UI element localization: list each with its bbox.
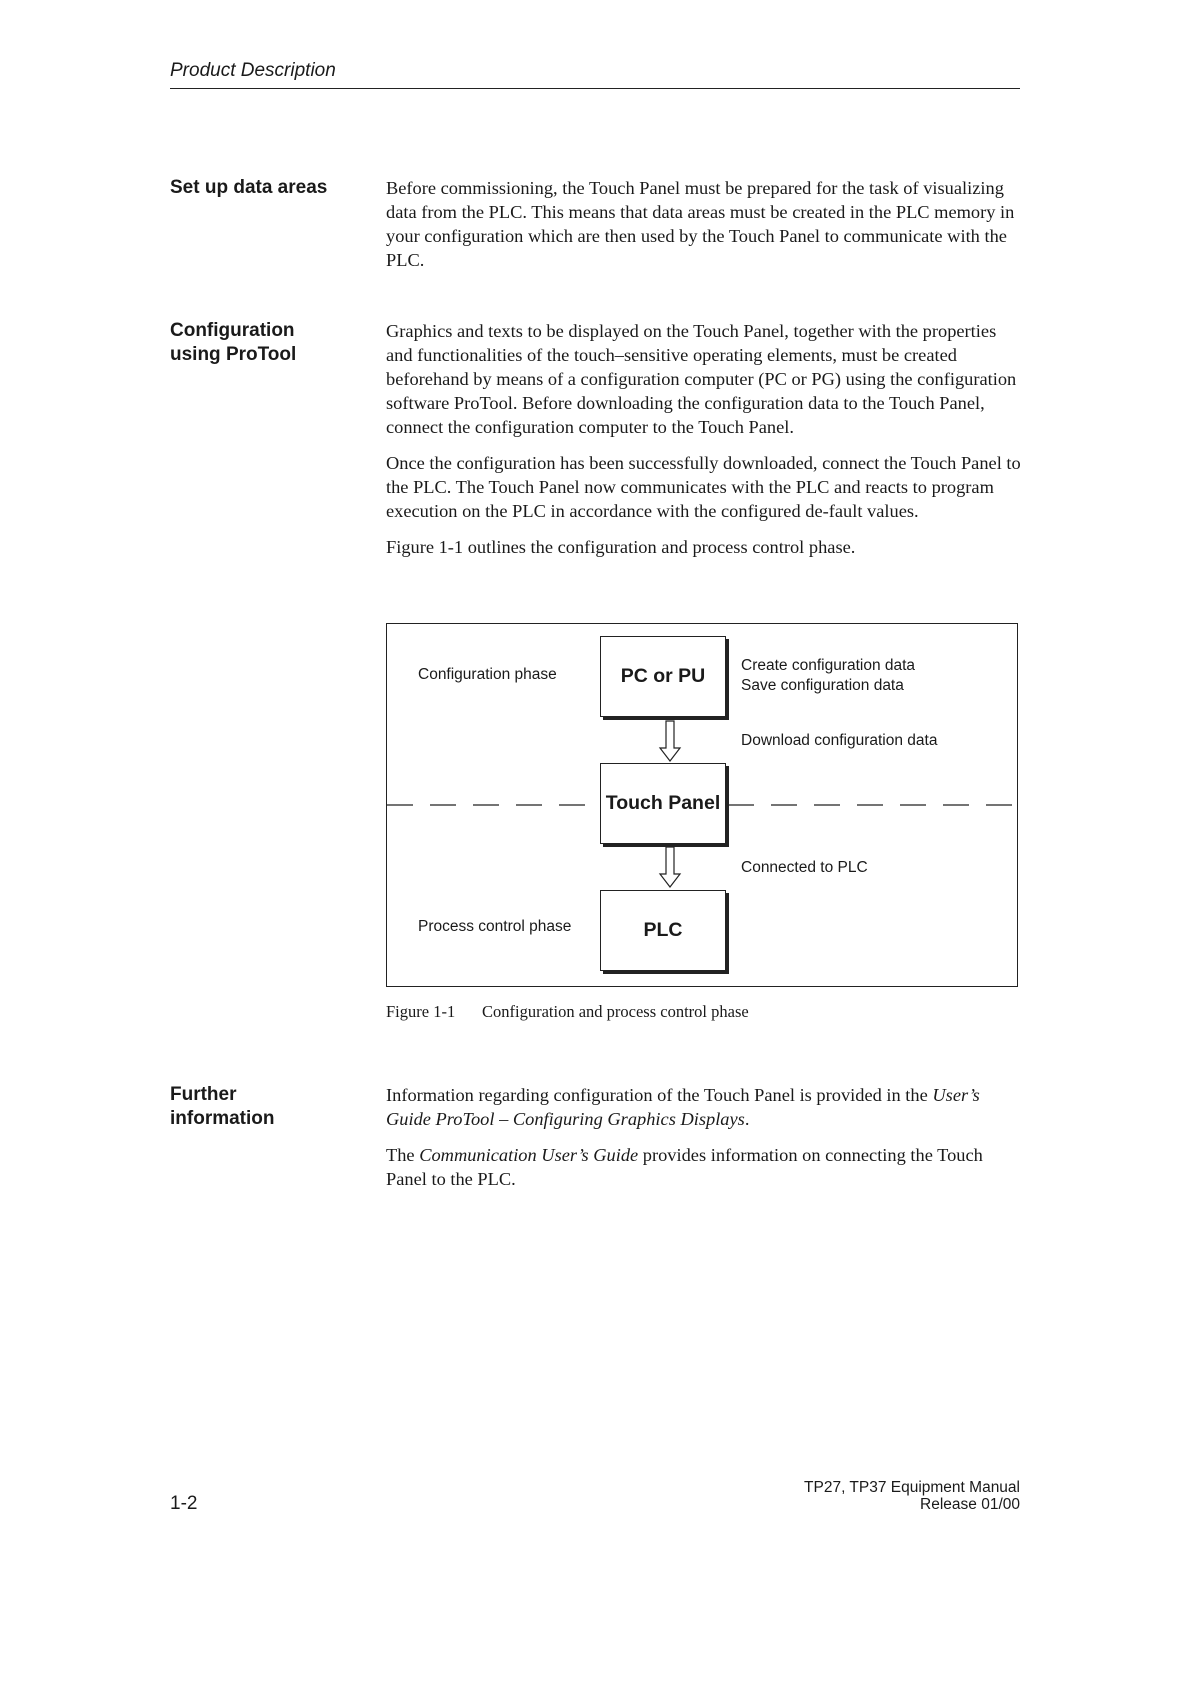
note-save-config: Save configuration data	[741, 677, 904, 694]
side-heading-line: using ProTool	[170, 344, 297, 365]
box-plc: PLC	[600, 890, 726, 971]
body-further-info	[386, 1083, 1026, 1203]
caption-number: Figure 1-1	[386, 1002, 456, 1021]
figure-caption	[386, 1002, 749, 1022]
paragraph: Once the configuration has been successfully downloaded, connect the Touch Panel to the PLC. The Touch Panel now communicates with the PLC and reacts to program execution on the PLC in accordance with the configured de-fault values.	[386, 453, 1021, 521]
paragraph: Before commissioning, the Touch Panel must be prepared for the task of visualizing data from the PLC. This means that data areas must be created in the PLC memory in your configuration which are then used by the Touch Panel to communicate with the PLC.	[386, 178, 1015, 270]
paragraph: Graphics and texts to be displayed on the Touch Panel, together with the properties and functionalities of the touch–sensitive operating elements, must be created beforehand by means of a configuration computer (PC or PG) using the configuration software ProTool. Before downloading the configuration data to the Touch Panel, connect the configuration computer to the Touch Panel.	[386, 321, 1017, 437]
note-connected-plc: Connected to PLC	[741, 859, 868, 876]
down-arrow-icon	[660, 847, 680, 887]
text-run: The	[386, 1145, 420, 1165]
side-heading-configuration	[170, 319, 370, 367]
header-rule	[170, 88, 1020, 89]
box-pc-or-pu: PC or PU	[600, 636, 726, 717]
paragraph	[386, 1083, 1026, 1131]
config-phase-label: Configuration phase	[418, 666, 557, 683]
release-label: Release 01/00	[920, 1496, 1020, 1513]
figure-config-process	[386, 623, 1018, 987]
page-number: 1-2	[170, 1493, 198, 1514]
doc-title-reference: User’s Guide ProTool – Configuring Graphics Displays	[386, 1085, 980, 1129]
body-configuration	[386, 319, 1026, 571]
running-header: Product Description	[170, 60, 336, 81]
side-heading-line: information	[170, 1108, 275, 1129]
paragraph	[386, 1143, 1026, 1191]
body-data-areas	[386, 176, 1026, 284]
text-run: .	[744, 1109, 750, 1129]
note-download-config: Download configuration data	[741, 732, 938, 749]
side-heading-data-areas: Set up data areas	[170, 177, 328, 198]
box-touch-panel: Touch Panel	[600, 763, 726, 844]
paragraph: Figure 1-1 outlines the configuration and process control phase.	[386, 537, 856, 557]
text-run: provides information on connecting the Touch Panel to the PLC.	[386, 1145, 983, 1189]
note-create-config: Create configuration data	[741, 657, 916, 674]
caption-text: Configuration and process control phase	[482, 1002, 749, 1021]
side-heading-line: Configuration	[170, 320, 295, 341]
process-phase-label: Process control phase	[418, 918, 572, 935]
side-heading-further-info	[170, 1083, 370, 1131]
side-heading-line: Further	[170, 1084, 237, 1105]
down-arrow-icon	[660, 721, 680, 761]
manual-title: TP27, TP37 Equipment Manual	[804, 1479, 1020, 1496]
doc-title-reference: Communication User’s Guide	[419, 1145, 639, 1165]
footer-manual-info	[804, 1479, 1020, 1513]
text-run: Information regarding configuration of the Touch Panel is provided in the	[386, 1085, 933, 1105]
